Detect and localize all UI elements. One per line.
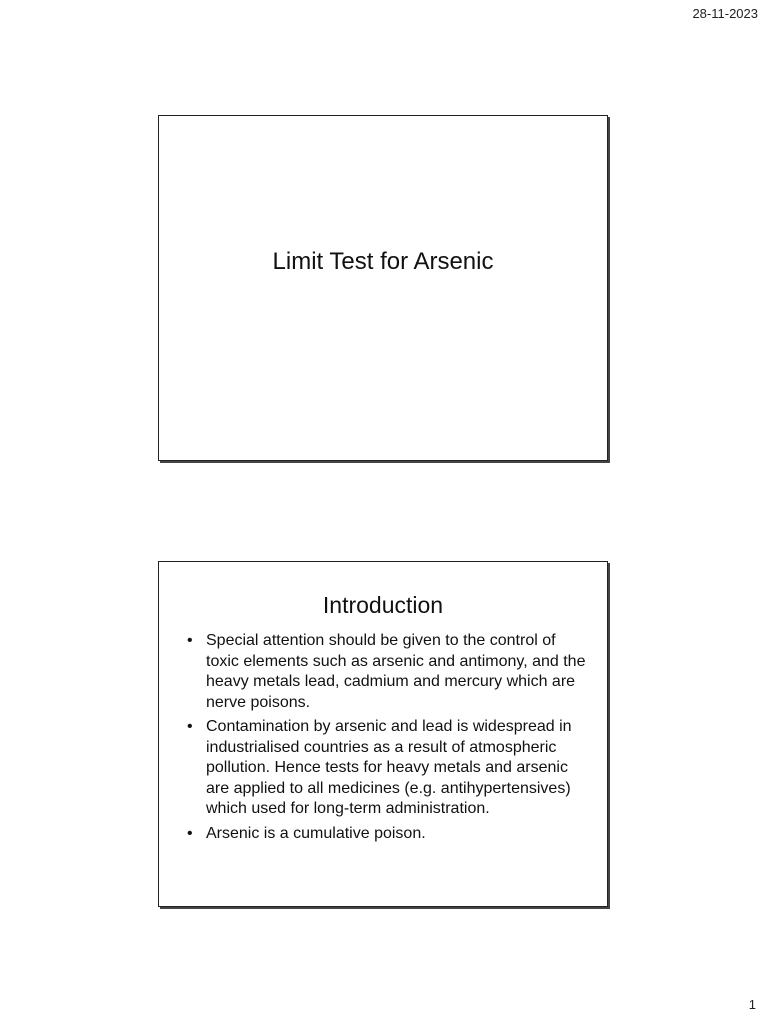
print-date: 28-11-2023 bbox=[692, 6, 758, 21]
slide-1-title: Limit Test for Arsenic bbox=[272, 248, 494, 275]
slide-2-frame bbox=[158, 561, 608, 907]
bullet-item bbox=[187, 824, 589, 845]
bullet-list bbox=[159, 631, 607, 844]
bullet-dot-icon: • bbox=[187, 824, 193, 842]
bullet-item bbox=[187, 631, 589, 713]
slide-1-frame bbox=[158, 115, 608, 461]
slide-2-heading: Introduction bbox=[322, 592, 444, 618]
bullet-text: Arsenic is a cumulative poison. bbox=[206, 824, 426, 842]
bullet-dot-icon: • bbox=[187, 632, 193, 649]
bullet-text: Contamination by arsenic and lead is widespread in industrialised countries as a result of atmospheric pollution. Hence tests for heavy metals and arsenic are applied to all medicines (e.g. antihypertensives) which used for long-term administration. bbox=[206, 718, 572, 817]
page-number: 1 bbox=[748, 997, 756, 1012]
bullet-dot-icon: • bbox=[187, 718, 193, 735]
bullet-item bbox=[187, 717, 589, 820]
bullet-text: Special attention should be given to the control of toxic elements such as arsenic and antimony, and the heavy metals lead, cadmium and mercury which are nerve poisons. bbox=[206, 632, 586, 711]
